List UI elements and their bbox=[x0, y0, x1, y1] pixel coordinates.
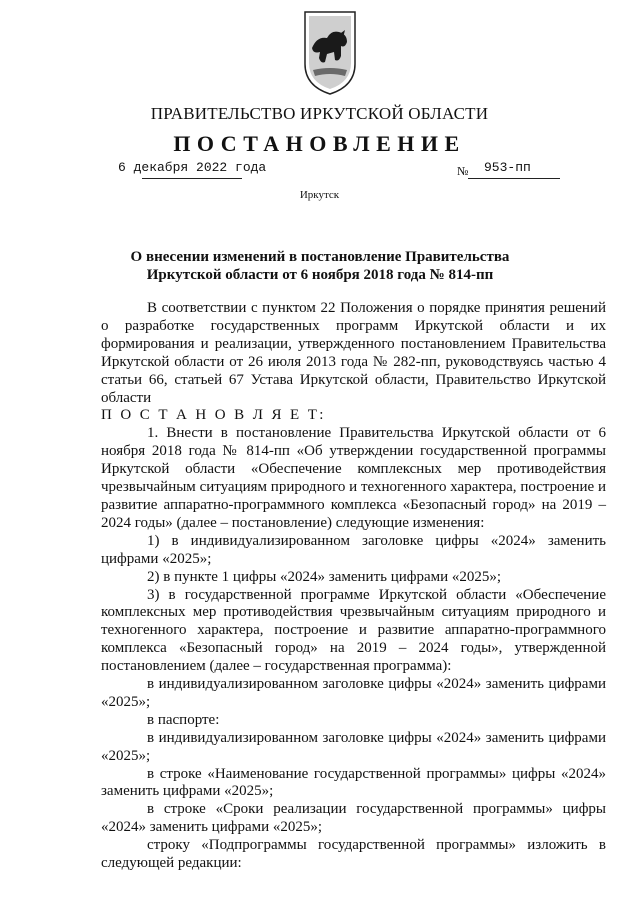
paragraph: 2) в пункте 1 цифры «2024» заменить цифрами «2025»; bbox=[147, 568, 502, 585]
paragraph: 1. Внести в постановление Правительства Иркутской области от 6 ноября 2018 года № 814-пп «Об утверждении государственной программы Иркутской области «Обеспечение комплексных мер противодействия чрезвычайным ситуациям природного и техногенного характера, построение и развитие аппаратно-программного комплекса «Безопасный город» на 2019 – 2024 годы» (далее – постановление) следующие изменения: bbox=[101, 425, 606, 531]
paragraph: строку «Подпрограммы государственной программы» изложить в следующей редакции: bbox=[101, 837, 606, 872]
paragraph: в индивидуализированном заголовке цифры «2024» заменить цифрами «2025»; bbox=[101, 729, 606, 764]
document-number: 953-пп bbox=[484, 160, 531, 175]
city-name: Иркутск bbox=[299, 189, 340, 201]
date-underline bbox=[142, 178, 242, 179]
paragraph: 3) в государственной программе Иркутской области «Обеспечение комплексных мер противодействия чрезвычайным ситуациям природного и техногенного характера, построение и развитие аппаратно-программного комплекса «Безопасный город» на 2019 – 2024 годы», утвержденной постановлением (далее – государственная программа): bbox=[101, 586, 606, 675]
decree-word: П О С Т А Н О В Л Я Е Т: bbox=[101, 407, 326, 424]
document-heading: О внесении изменений в постановление Правительства Иркутской области от 6 ноября 2018 года № 814-пп bbox=[130, 249, 510, 283]
paragraph: 1) в индивидуализированном заголовке цифры «2024» заменить цифрами «2025»; bbox=[101, 532, 606, 567]
number-label: № bbox=[457, 164, 469, 178]
organization-name: ПРАВИТЕЛЬСТВО ИРКУТСКОЙ ОБЛАСТИ bbox=[150, 104, 489, 123]
document-date: 6 декабря 2022 года bbox=[118, 160, 267, 175]
document-type: ПОСТАНОВЛЕНИЕ bbox=[173, 131, 466, 156]
paragraph: в индивидуализированном заголовке цифры «2024» заменить цифрами «2025»; bbox=[101, 676, 606, 710]
document-body bbox=[101, 300, 606, 873]
paragraph: в строке «Сроки реализации государственной программы» цифры «2024» заменить цифрами «2025»; bbox=[101, 801, 606, 836]
coat-of-arms-icon bbox=[301, 8, 359, 96]
paragraph: в строке «Наименование государственной программы» цифры «2024» заменить цифрами «2025»; bbox=[101, 765, 606, 800]
paragraph: в паспорте: bbox=[147, 711, 220, 728]
preamble: В соответствии с пунктом 22 Положения о порядке принятия решений о разработке государственных программ Иркутской области и их формирования и реализации, утвержденного постановлением Правительства Иркутской области от 26 июля 2013 года № 282-пп, руководствуясь частью 4 статьи 66, статьей 67 Устава Иркутской области, Правительство Иркутской области bbox=[101, 300, 606, 406]
number-underline bbox=[468, 178, 560, 179]
